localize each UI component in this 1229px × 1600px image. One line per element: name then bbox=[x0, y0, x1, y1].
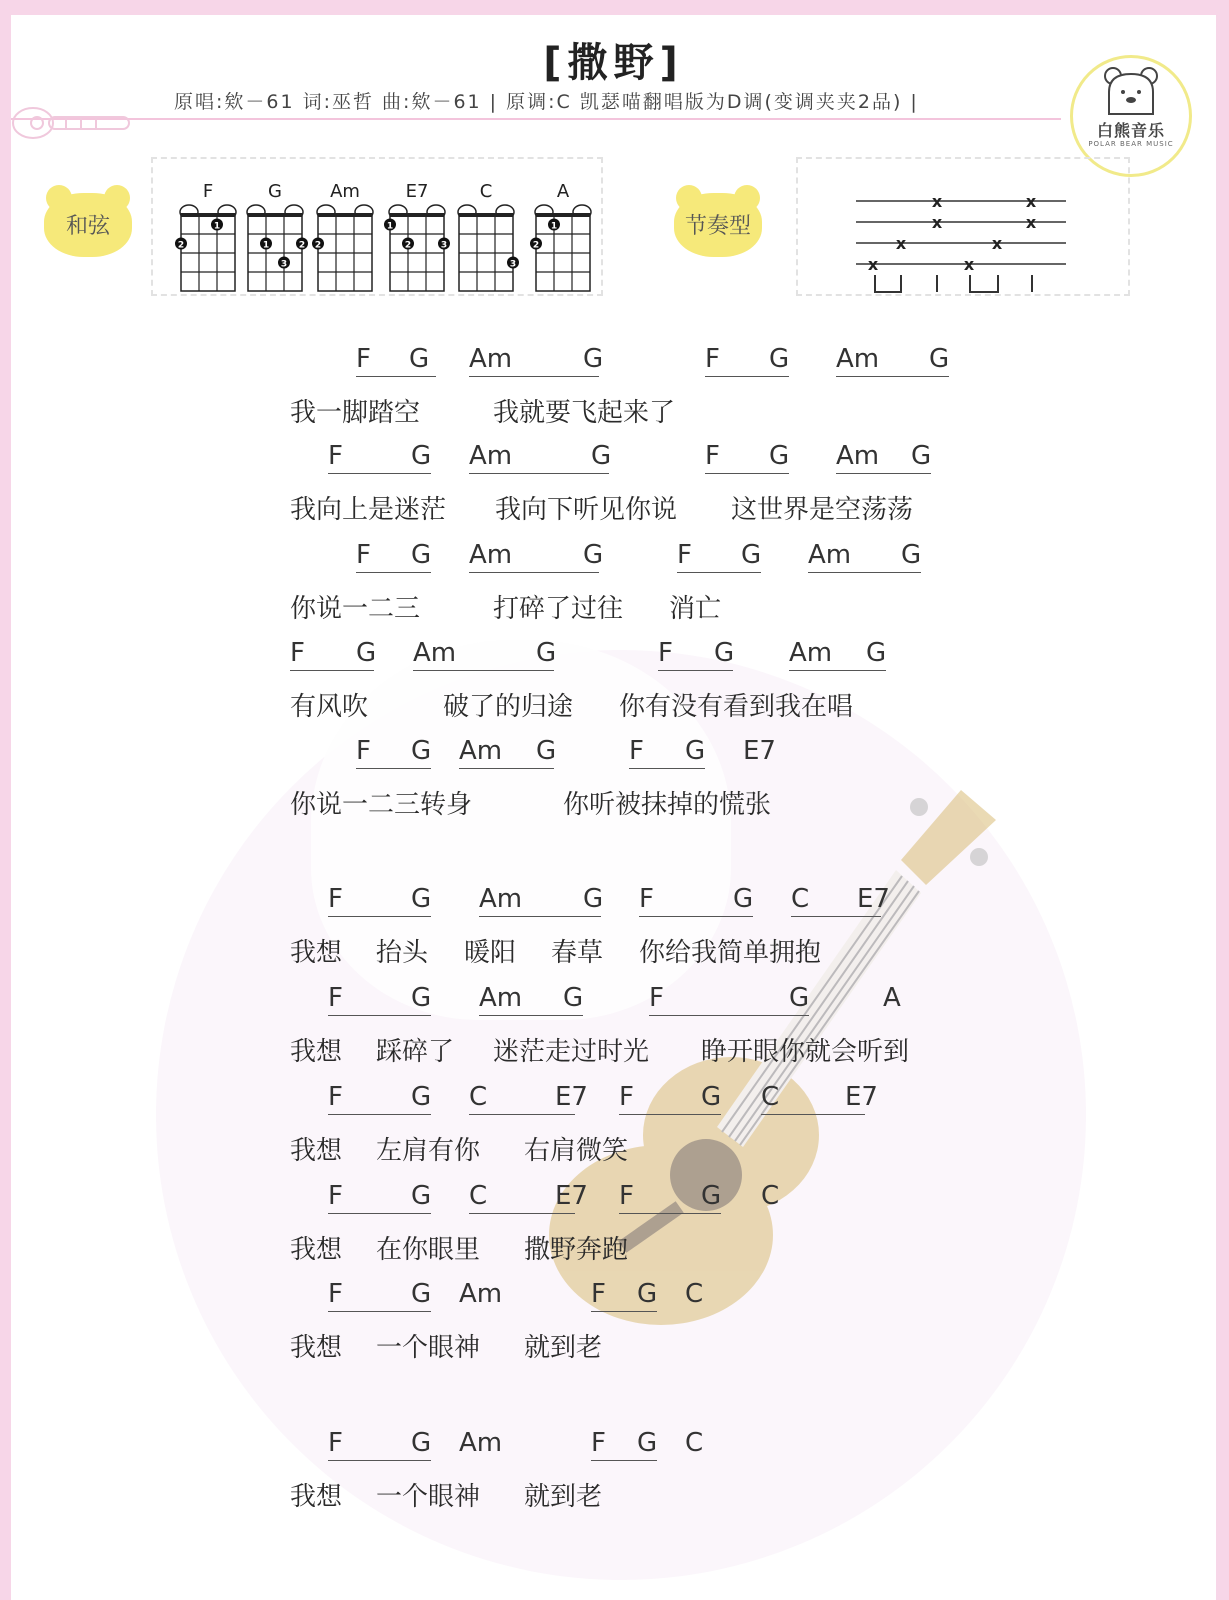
chord-line bbox=[11, 736, 1211, 770]
chord-symbol: G bbox=[701, 1181, 722, 1211]
chord-symbol: Am bbox=[459, 1279, 503, 1309]
lyric-phrase: 就到老 bbox=[524, 1482, 603, 1512]
lyric-line bbox=[11, 932, 1211, 968]
chord-symbol: C bbox=[791, 884, 810, 914]
lyric-phrase: 右肩微笑 bbox=[524, 1136, 629, 1166]
chord-symbol: E7 bbox=[857, 884, 890, 914]
chord-symbol: F bbox=[677, 540, 692, 570]
chord-symbol: G bbox=[536, 736, 557, 766]
lyric-line bbox=[11, 1031, 1211, 1067]
chord-symbol: G bbox=[769, 344, 790, 374]
chord-underline bbox=[658, 670, 733, 671]
lyric-phrase: 迷茫走过时光 bbox=[493, 1037, 650, 1067]
chord-symbol: G bbox=[411, 1181, 432, 1211]
lyric-phrase: 打碎了过往 bbox=[493, 594, 624, 624]
svg-text:2: 2 bbox=[532, 240, 540, 251]
chord-line bbox=[11, 344, 1211, 378]
svg-text:x: x bbox=[895, 234, 907, 253]
chord-underline bbox=[356, 768, 431, 769]
chord-underline bbox=[677, 572, 761, 573]
chord-underline bbox=[328, 1460, 431, 1461]
lyric-line bbox=[11, 1476, 1211, 1512]
svg-text:x: x bbox=[963, 255, 975, 274]
chord-symbol: G bbox=[583, 344, 604, 374]
chord-diagram-am bbox=[312, 181, 373, 291]
svg-text:x: x bbox=[931, 192, 943, 211]
chord-symbol: Am bbox=[459, 736, 503, 766]
chord-line bbox=[11, 540, 1211, 574]
lyric-line bbox=[11, 489, 1211, 525]
chord-underline bbox=[469, 1213, 575, 1214]
chord-symbol: C bbox=[469, 1181, 488, 1211]
chord-underline bbox=[328, 1213, 431, 1214]
logo-subtitle: POLAR BEAR MUSIC bbox=[1088, 140, 1174, 148]
chord-diagram-a bbox=[530, 181, 591, 291]
chord-symbol: Am bbox=[413, 638, 457, 668]
chord-diagram-g bbox=[247, 181, 308, 291]
chord-underline bbox=[705, 473, 789, 474]
lyric-phrase: 左肩有你 bbox=[376, 1136, 481, 1166]
lyric-phrase: 我想 bbox=[290, 1037, 343, 1067]
chord-symbol: F bbox=[705, 344, 720, 374]
chord-symbol: E7 bbox=[845, 1082, 878, 1112]
svg-text:3: 3 bbox=[440, 240, 448, 251]
chord-underline bbox=[619, 1213, 721, 1214]
svg-text:2: 2 bbox=[404, 240, 412, 251]
rhythm-label: 节奏型 bbox=[684, 214, 751, 239]
chord-symbol: G bbox=[583, 540, 604, 570]
chord-symbol: G bbox=[563, 983, 584, 1013]
lyric-line bbox=[11, 392, 1211, 428]
lyric-phrase: 暖阳 bbox=[464, 938, 517, 968]
chord-symbol: G bbox=[741, 540, 762, 570]
chord-symbol: Am bbox=[808, 540, 852, 570]
logo-title: 白熊音乐 bbox=[1096, 121, 1165, 140]
chord-underline bbox=[591, 1311, 657, 1312]
chord-underline bbox=[808, 572, 921, 573]
chord-name-label: F bbox=[202, 181, 214, 202]
chord-underline bbox=[469, 473, 609, 474]
lyric-phrase: 这世界是空荡荡 bbox=[731, 495, 914, 525]
chord-underline bbox=[356, 376, 436, 377]
chord-symbol: C bbox=[761, 1181, 780, 1211]
chord-symbol: G bbox=[583, 884, 604, 914]
chord-symbol: F bbox=[619, 1082, 634, 1112]
ukulele-outline-icon bbox=[11, 101, 136, 141]
chord-symbol: Am bbox=[479, 884, 523, 914]
chords-badge bbox=[44, 185, 132, 255]
chord-underline bbox=[328, 916, 431, 917]
chord-symbol: Am bbox=[836, 441, 880, 471]
lyric-phrase: 就到老 bbox=[524, 1333, 603, 1363]
svg-text:3: 3 bbox=[509, 259, 517, 270]
chord-symbol: G bbox=[411, 736, 432, 766]
chord-underline bbox=[479, 916, 601, 917]
chord-sheet bbox=[11, 15, 1216, 1600]
svg-text:1: 1 bbox=[550, 221, 558, 232]
lyric-phrase: 我想 bbox=[290, 1235, 343, 1265]
chord-underline bbox=[629, 768, 705, 769]
chord-symbol: G bbox=[411, 1428, 432, 1458]
chord-diagram-f bbox=[175, 181, 236, 291]
lyric-phrase: 我想 bbox=[290, 1333, 343, 1363]
svg-text:x: x bbox=[1025, 213, 1037, 232]
chord-symbol: Am bbox=[459, 1428, 503, 1458]
chord-symbol: G bbox=[866, 638, 887, 668]
chord-name-label: G bbox=[268, 181, 282, 202]
chord-name-label: E7 bbox=[405, 181, 429, 202]
svg-text:x: x bbox=[991, 234, 1003, 253]
chord-line bbox=[11, 884, 1211, 918]
lyric-phrase: 你有没有看到我在唱 bbox=[619, 692, 854, 722]
svg-text:x: x bbox=[1025, 192, 1037, 211]
chord-line bbox=[11, 1181, 1211, 1215]
lyric-line bbox=[11, 1130, 1211, 1166]
chord-underline bbox=[328, 1114, 431, 1115]
chord-symbol: F bbox=[705, 441, 720, 471]
chord-symbol: G bbox=[685, 736, 706, 766]
lyric-phrase: 你听被抹掉的慌张 bbox=[563, 790, 772, 820]
chord-symbol: Am bbox=[469, 344, 513, 374]
lyric-phrase: 我向下听见你说 bbox=[495, 495, 678, 525]
chord-symbol: A bbox=[883, 983, 901, 1013]
song-title: [撒野] bbox=[543, 40, 684, 86]
lyric-line bbox=[11, 588, 1211, 624]
chord-underline bbox=[479, 1015, 583, 1016]
polar-bear-icon bbox=[1101, 64, 1161, 118]
chord-symbol: E7 bbox=[555, 1181, 588, 1211]
svg-text:3: 3 bbox=[280, 259, 288, 270]
chord-underline bbox=[836, 376, 949, 377]
chord-underline bbox=[328, 473, 431, 474]
chord-line bbox=[11, 441, 1211, 475]
chord-symbol: F bbox=[290, 638, 305, 668]
lyric-line bbox=[11, 1229, 1211, 1265]
svg-text:2: 2 bbox=[177, 240, 185, 251]
chords-label: 和弦 bbox=[65, 214, 110, 239]
chord-symbol: G bbox=[769, 441, 790, 471]
chord-name-label: C bbox=[479, 181, 493, 202]
svg-text:x: x bbox=[867, 255, 879, 274]
chord-underline bbox=[639, 916, 753, 917]
chord-symbol: F bbox=[328, 441, 343, 471]
chord-symbol: F bbox=[328, 983, 343, 1013]
chord-symbol: Am bbox=[469, 540, 513, 570]
lyric-phrase: 破了的归途 bbox=[443, 692, 574, 722]
chord-symbol: C bbox=[685, 1279, 704, 1309]
chord-line bbox=[11, 983, 1211, 1017]
chord-symbol: F bbox=[328, 884, 343, 914]
chord-symbol: G bbox=[911, 441, 932, 471]
chord-symbol: G bbox=[411, 884, 432, 914]
chord-line bbox=[11, 1082, 1211, 1116]
svg-text:x: x bbox=[931, 213, 943, 232]
lyric-phrase: 春草 bbox=[551, 938, 604, 968]
chord-symbol: G bbox=[411, 1279, 432, 1309]
chord-underline bbox=[413, 670, 554, 671]
chord-line bbox=[11, 1428, 1211, 1462]
chord-underline bbox=[328, 1311, 431, 1312]
chord-symbol: Am bbox=[469, 441, 513, 471]
chord-symbol: Am bbox=[789, 638, 833, 668]
lyric-phrase: 你说一二三 bbox=[290, 594, 421, 624]
chord-line bbox=[11, 1279, 1211, 1313]
chord-symbol: G bbox=[591, 441, 612, 471]
strum-pattern-diagram bbox=[811, 177, 1081, 297]
lyric-phrase: 我一脚踏空 bbox=[290, 398, 421, 428]
svg-text:1: 1 bbox=[386, 221, 394, 232]
song-meta: 原唱:欸－61 词:巫哲 曲:欸－61 | 原调:C 凯瑟喵翻唱版为D调(变调夹夹2品) | bbox=[174, 91, 919, 113]
svg-text:2: 2 bbox=[298, 240, 306, 251]
chord-symbol: C bbox=[685, 1428, 704, 1458]
chord-symbol: G bbox=[411, 983, 432, 1013]
lyric-line bbox=[11, 784, 1211, 820]
lyric-phrase: 撒野奔跑 bbox=[524, 1235, 629, 1265]
chord-underline bbox=[459, 768, 554, 769]
chord-diagram-c bbox=[458, 181, 519, 291]
lyric-phrase: 你说一二三转身 bbox=[290, 790, 473, 820]
chord-symbol: G bbox=[637, 1428, 658, 1458]
chord-underline bbox=[705, 376, 789, 377]
chord-symbol: E7 bbox=[743, 736, 776, 766]
chord-symbol: G bbox=[733, 884, 754, 914]
chord-line bbox=[11, 638, 1211, 672]
lyric-phrase: 我就要飞起来了 bbox=[493, 398, 676, 428]
chord-underline bbox=[791, 916, 881, 917]
chord-symbol: F bbox=[649, 983, 664, 1013]
chord-symbol: G bbox=[929, 344, 950, 374]
chord-symbol: F bbox=[328, 1428, 343, 1458]
chord-symbol: C bbox=[761, 1082, 780, 1112]
chord-symbol: G bbox=[714, 638, 735, 668]
chord-symbol: F bbox=[629, 736, 644, 766]
chord-symbol: G bbox=[901, 540, 922, 570]
chord-symbol: F bbox=[328, 1181, 343, 1211]
chord-underline bbox=[469, 1114, 575, 1115]
chord-symbol: F bbox=[591, 1428, 606, 1458]
lyric-phrase: 睁开眼你就会听到 bbox=[701, 1037, 910, 1067]
chord-symbol: G bbox=[701, 1082, 722, 1112]
chord-underline bbox=[290, 670, 374, 671]
lyric-phrase: 我向上是迷茫 bbox=[290, 495, 447, 525]
chord-symbol: F bbox=[328, 1082, 343, 1112]
chord-symbol: G bbox=[411, 540, 432, 570]
lyric-phrase: 有风吹 bbox=[290, 692, 369, 722]
chord-symbol: F bbox=[658, 638, 673, 668]
chord-symbol: F bbox=[619, 1181, 634, 1211]
lyric-phrase: 你给我简单拥抱 bbox=[639, 938, 822, 968]
lyric-line bbox=[11, 686, 1211, 722]
chord-diagrams bbox=[166, 175, 606, 295]
chord-name-label: A bbox=[556, 181, 570, 202]
chord-symbol: F bbox=[639, 884, 654, 914]
chord-underline bbox=[356, 572, 431, 573]
chord-symbol: Am bbox=[479, 983, 523, 1013]
chord-diagram-e7 bbox=[384, 181, 450, 291]
chord-symbol: F bbox=[356, 736, 371, 766]
chord-symbol: F bbox=[591, 1279, 606, 1309]
lyric-phrase: 一个眼神 bbox=[376, 1333, 481, 1363]
svg-text:2: 2 bbox=[314, 240, 322, 251]
chord-symbol: F bbox=[356, 540, 371, 570]
svg-text:1: 1 bbox=[213, 221, 221, 232]
rhythm-badge bbox=[674, 185, 762, 255]
header-divider bbox=[11, 118, 1061, 120]
chord-symbol: Am bbox=[836, 344, 880, 374]
chord-symbol: G bbox=[789, 983, 810, 1013]
chord-underline bbox=[649, 1015, 809, 1016]
chord-name-label: Am bbox=[330, 181, 360, 202]
lyric-phrase: 抬头 bbox=[376, 938, 429, 968]
lyric-phrase: 我想 bbox=[290, 1136, 343, 1166]
lyric-line bbox=[11, 1327, 1211, 1363]
chord-symbol: F bbox=[328, 1279, 343, 1309]
chord-symbol: G bbox=[409, 344, 430, 374]
svg-text:1: 1 bbox=[262, 240, 270, 251]
chord-symbol: G bbox=[637, 1279, 658, 1309]
chord-symbol: G bbox=[536, 638, 557, 668]
chord-underline bbox=[619, 1114, 721, 1115]
chord-underline bbox=[836, 473, 931, 474]
chord-symbol: G bbox=[356, 638, 377, 668]
lyric-phrase: 我想 bbox=[290, 1482, 343, 1512]
lyric-phrase: 我想 bbox=[290, 938, 343, 968]
lyric-phrase: 消亡 bbox=[669, 594, 722, 624]
chord-symbol: G bbox=[411, 441, 432, 471]
chord-underline bbox=[469, 572, 599, 573]
chord-underline bbox=[328, 1015, 431, 1016]
chord-underline bbox=[591, 1460, 657, 1461]
chord-symbol: E7 bbox=[555, 1082, 588, 1112]
chord-underline bbox=[761, 1114, 865, 1115]
lyric-phrase: 在你眼里 bbox=[376, 1235, 481, 1265]
chord-underline bbox=[469, 376, 599, 377]
chord-symbol: C bbox=[469, 1082, 488, 1112]
chord-symbol: F bbox=[356, 344, 371, 374]
lyric-phrase: 踩碎了 bbox=[376, 1037, 455, 1067]
chord-symbol: G bbox=[411, 1082, 432, 1112]
lyric-phrase: 一个眼神 bbox=[376, 1482, 481, 1512]
chord-underline bbox=[789, 670, 886, 671]
